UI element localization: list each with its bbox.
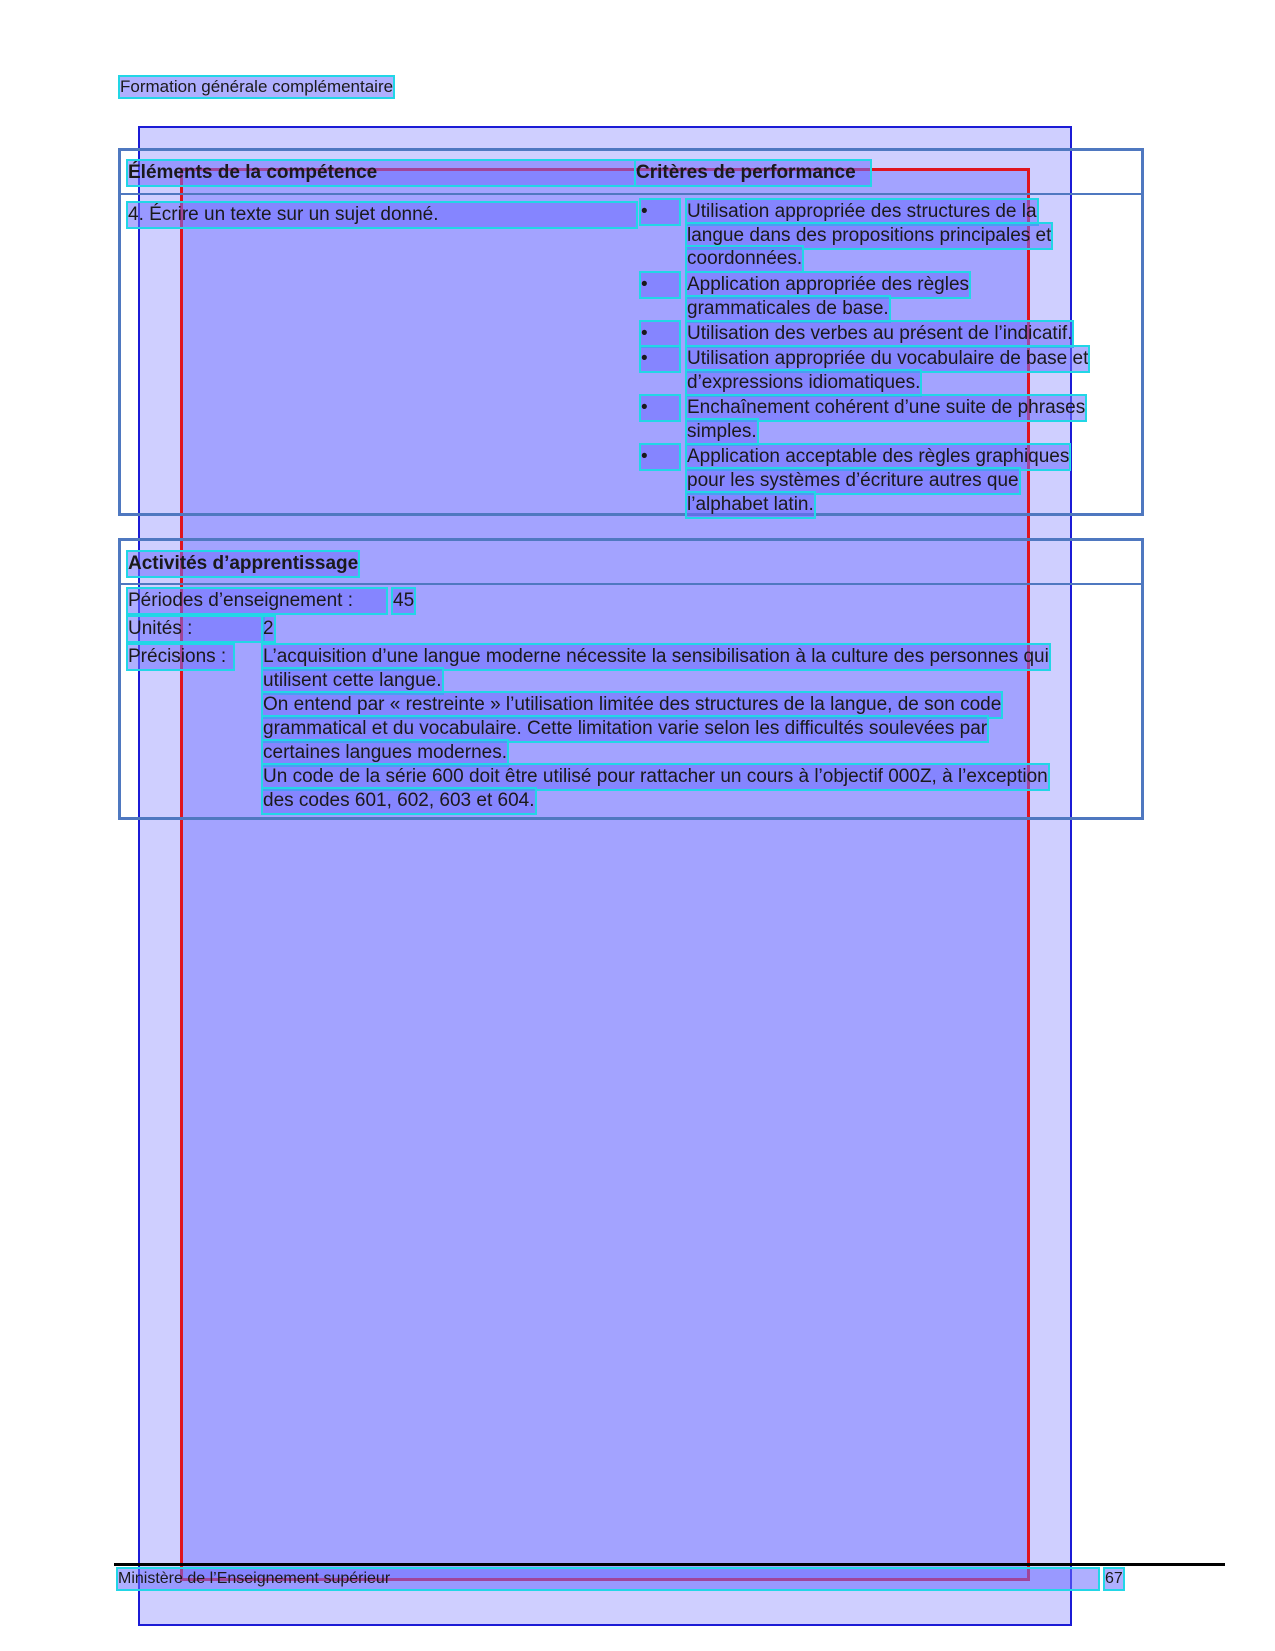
precisions-label: Précisions : (128, 645, 233, 669)
units-value: 2 (263, 618, 274, 639)
criterion-line: Enchaînement cohérent d’une suite de phrases (687, 397, 1086, 418)
precision-line: grammatical et du vocabulaire. Cette limitation varie selon les difficultés soulevées par (263, 718, 988, 739)
column-header-elements: Éléments de la compétence (128, 161, 634, 185)
list-bullet: • (641, 396, 679, 420)
criterion-line: Utilisation des verbes au présent de l’indicatif. (687, 323, 1073, 344)
list-bullet: • (641, 273, 679, 297)
criterion-line: l’alphabet latin. (687, 494, 814, 515)
column-header-criteria: Critères de performance (636, 161, 870, 185)
list-bullet: • (641, 347, 679, 371)
criterion-line: grammaticales de base. (687, 298, 889, 319)
list-bullet: • (641, 445, 679, 469)
precision-line: Un code de la série 600 doit être utilisé pour rattacher un cours à l’objectif 000Z, à l’exception (263, 766, 1048, 787)
competence-element: 4. Écrire un texte sur un sujet donné. (128, 203, 636, 227)
periods-value: 45 (393, 590, 415, 611)
activities-title: Activités d’apprentissage (128, 553, 359, 574)
criterion-line: d’expressions idiomatiques. (687, 372, 921, 393)
units-label: Unités : (128, 617, 263, 641)
precision-line: L’acquisition d’une langue moderne nécessite la sensibilisation à la culture des personnes qui (263, 646, 1049, 667)
precision-line: des codes 601, 602, 603 et 604. (263, 790, 535, 811)
precision-line: utilisent cette langue. (263, 670, 442, 691)
criterion-line: Application appropriée des règles (687, 274, 970, 295)
footer-ministry: Ministère de l’Enseignement supérieur (118, 1569, 1098, 1589)
table-header-divider (121, 193, 1141, 195)
precision-line: On entend par « restreinte » l’utilisation limitée des structures de la langue, de son code (263, 694, 1002, 715)
criterion-line: Utilisation appropriée des structures de la (687, 201, 1037, 222)
activities-header-divider (121, 583, 1141, 585)
criterion-line: coordonnées. (687, 248, 803, 269)
list-bullet: • (641, 200, 679, 224)
criterion-line: pour les systèmes d’écriture autres que (687, 470, 1019, 491)
periods-label: Périodes d’enseignement : (128, 589, 386, 613)
precision-line: certaines langues modernes. (263, 742, 507, 763)
footer-rule (114, 1563, 1225, 1566)
list-bullet: • (641, 322, 679, 346)
criterion-line: simples. (687, 421, 757, 442)
page-number: 67 (1105, 1570, 1123, 1587)
running-header: Formation générale complémentaire (120, 77, 394, 96)
criterion-line: langue dans des propositions principales et (687, 225, 1052, 246)
criterion-line: Application acceptable des règles graphiques (687, 446, 1070, 467)
criterion-line: Utilisation appropriée du vocabulaire de base et (687, 348, 1089, 369)
